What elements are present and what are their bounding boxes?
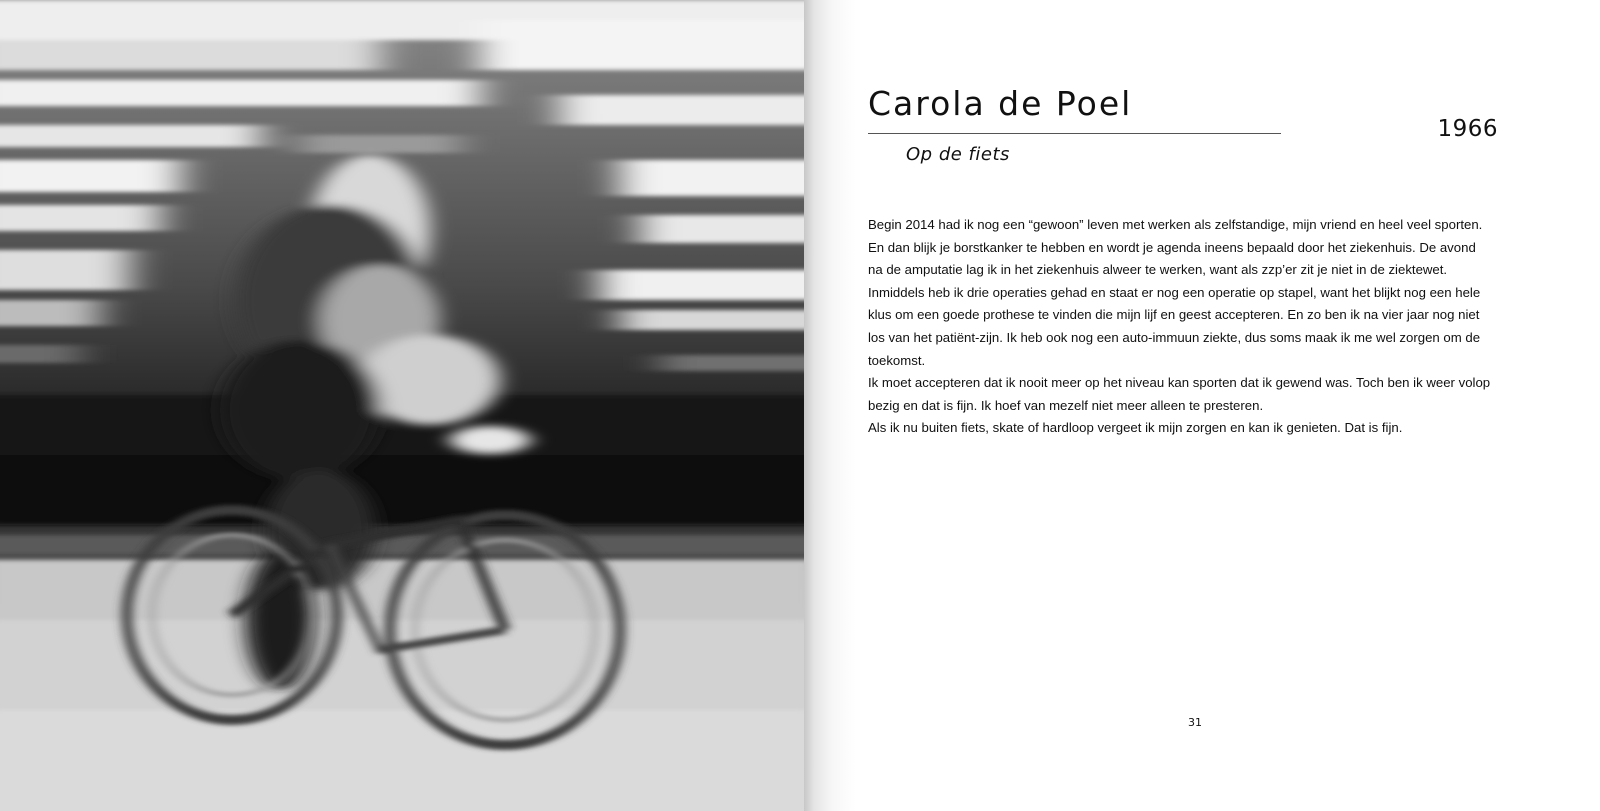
paragraph: Ik moet accepteren dat ik nooit meer op het niveau kan sporten dat ik gewend was. Toch ben ik weer volop bezig en dat is fijn. Ik hoef van mezelf niet meer alleen te presteren. xyxy=(868,375,1491,413)
page-number: 31 xyxy=(1188,716,1202,729)
page-title: Carola de Poel xyxy=(868,84,1133,123)
paragraph: Begin 2014 had ik nog een “gewoon” leven met werken als zelfstandige, mijn vriend en heel veel sporten. En dan blijk je borstkanker te hebben en wordt je agenda ineens bepaald door het ziekenhuis. De avond na de amputatie lag ik in het ziekenhuis alweer te werken, want als zzp’er zit je niet in de ziektewet. xyxy=(868,217,1483,278)
year-label: 1966 xyxy=(1437,116,1498,142)
body-text xyxy=(868,214,1492,440)
title-rule xyxy=(868,133,1281,134)
paragraph: Inmiddels heb ik drie operaties gehad en staat er nog een operatie op stapel, want het blijkt nog een hele klus om een goede prothese te vinden die mijn lijf en geest accepteren. En zo ben ik na vier jaar nog niet los van het patiënt-zijn. Ik heb ook nog een auto-immuun ziekte, dus soms maak ik me wel zorgen om de toekomst. xyxy=(868,284,1481,368)
paragraph: Als ik nu buiten fiets, skate of hardloop vergeet ik mijn zorgen en kan ik genieten. Dat is fijn. xyxy=(868,420,1403,436)
text-page xyxy=(804,0,1600,811)
page-subtitle: Op de fiets xyxy=(906,144,1010,165)
